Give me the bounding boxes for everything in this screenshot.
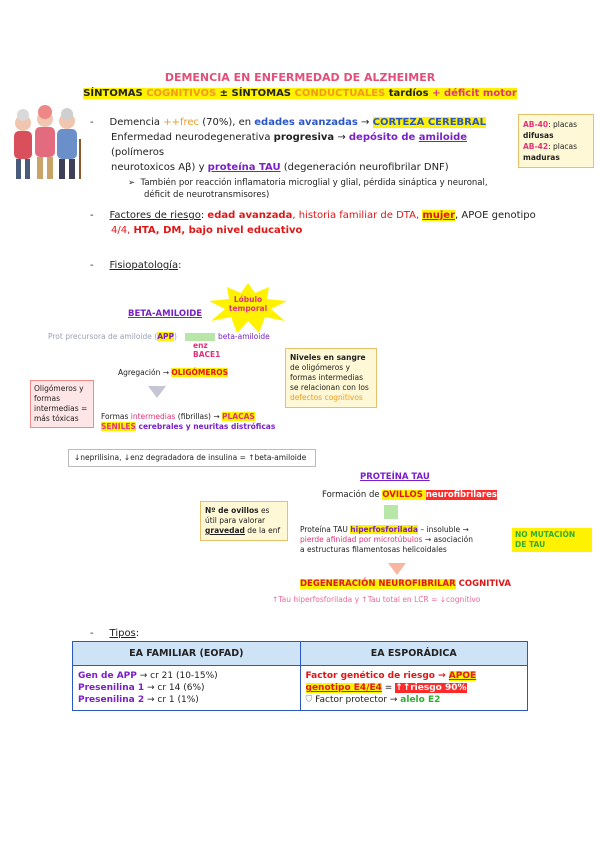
intro-subpoint: ➢ También por reacción inflamatoria microglial y glial, pérdida sináptica y neuronal, déficit de neurotransmisores)	[128, 178, 488, 200]
shield-icon: ⛉	[305, 695, 313, 705]
familial-cell: Gen de APP → cr 21 (10-15%) Presenilina 1 → cr 14 (6%) Presenilina 2 → cr 1 (1%)	[73, 666, 301, 711]
temporal-lobe-burst	[207, 283, 289, 333]
beta-amyloid-output: beta-amiloide	[218, 332, 270, 341]
risk-line-2: 4/4, HTA, DM, bajo nivel educativo	[111, 225, 303, 236]
app-line: Prot precursora de amiloide (APP)	[48, 332, 177, 341]
types-table	[72, 641, 528, 711]
sporadic-cell: Factor genético de riesgo → APOE genotipo E4/E4 = ↑↑riesgo 90% ⛉ Factor protector → alelo E2	[300, 666, 528, 711]
table-header-row	[73, 642, 528, 666]
neprilysin-note: ↓neprilisina, ↓enz degradadora de insulina = ↑beta-amiloide	[68, 449, 316, 467]
elderly-people-illustration	[5, 105, 87, 185]
cleavage-arrow	[185, 333, 215, 341]
bullet-dash: -	[90, 628, 94, 639]
csf-tau-note: ↑Tau hiperfosforilada y ↑Tau total en LCR = ↓cognitivo	[272, 595, 481, 604]
risk-line-1: - Factores de riesgo: edad avanzada, historia familiar de DTA, mujer, APOE genotipo	[90, 210, 536, 221]
tau-arrow-1	[384, 505, 398, 519]
temporal-lobe-label: Lóbulo temporal	[228, 295, 268, 313]
page-title: DEMENCIA EN ENFERMEDAD DE ALZHEIMER	[164, 71, 436, 84]
neurofibrillary-degeneration: DEGENERACIÓN NEUROFIBRILAR COGNITIVA	[300, 579, 511, 589]
aggregation-line: Agregación → OLIGÓMEROS	[118, 368, 229, 377]
tangles-count-note: Nº de ovillos es útil para valorar gravedad de la enf	[200, 501, 288, 541]
table-row	[73, 666, 528, 711]
bullet-dash: -	[90, 117, 94, 128]
arrow-bullet-icon: ➢	[128, 178, 136, 188]
bullet-dash: -	[90, 210, 94, 221]
bullet-dash: -	[90, 260, 94, 271]
types-heading: - Tipos:	[90, 628, 140, 639]
types-table-wrapper	[72, 641, 528, 711]
table-header-familial: EA FAMILIAR (EOFAD)	[73, 642, 301, 666]
down-arrow-icon	[148, 386, 166, 398]
tau-title: PROTEÍNA TAU	[360, 472, 430, 482]
physiopathology-heading: - Fisiopatología:	[90, 260, 182, 271]
intro-line-3: neurotoxicos Aβ) y proteína TAU (degeneración neurofibrilar DNF)	[111, 162, 449, 173]
risk-factors-section	[90, 208, 560, 238]
no-tau-mutation-note: NO MUTACIÓN DE TAU	[512, 528, 592, 552]
intro-line-1: - Demencia ++frec (70%), en edades avanzadas → CORTEZA CEREBRAL	[90, 117, 486, 128]
enzyme-label: enz BACE1	[193, 341, 221, 359]
blood-levels-note: Niveles en sangre de oligómeros y formas intermedias se relacionan con los defectos cognitivos	[285, 348, 377, 408]
oligomers-toxicity-note: Oligómeros y formas intermedias = más tóxicas	[30, 380, 94, 428]
intermediate-forms-line: Formas intermedias (fibrillas) → PLACAS SENILES cerebrales y neuritas distróficas	[101, 412, 276, 431]
page-subtitle	[0, 88, 600, 99]
beta-amyloid-title: BETA-AMILOIDE	[128, 309, 203, 319]
amyloid-types-note: AB-40: placas difusas AB-42: placas maduras	[518, 114, 594, 168]
subtitle-part: SÍNTOMAS COGNITIVOS ± SÍNTOMAS CONDUCTUALES tardíos + déficit motor	[83, 88, 517, 99]
intro-line-2: Enfermedad neurodegenerativa progresiva → depósito de amiloide (polímeros	[111, 132, 468, 158]
tau-arrow-2	[388, 563, 406, 575]
tangles-formation-line: Formación de OVILLOS neurofibrilares	[322, 490, 497, 500]
intro-section	[90, 115, 510, 201]
hyperphosphorylated-tau: Proteína TAU hiperfosforilada – insoluble → pierde afinidad por microtúbulos → asociación a estructuras filamentosas helicoidales	[300, 525, 473, 554]
table-header-sporadic: EA ESPORÁDICA	[300, 642, 528, 666]
